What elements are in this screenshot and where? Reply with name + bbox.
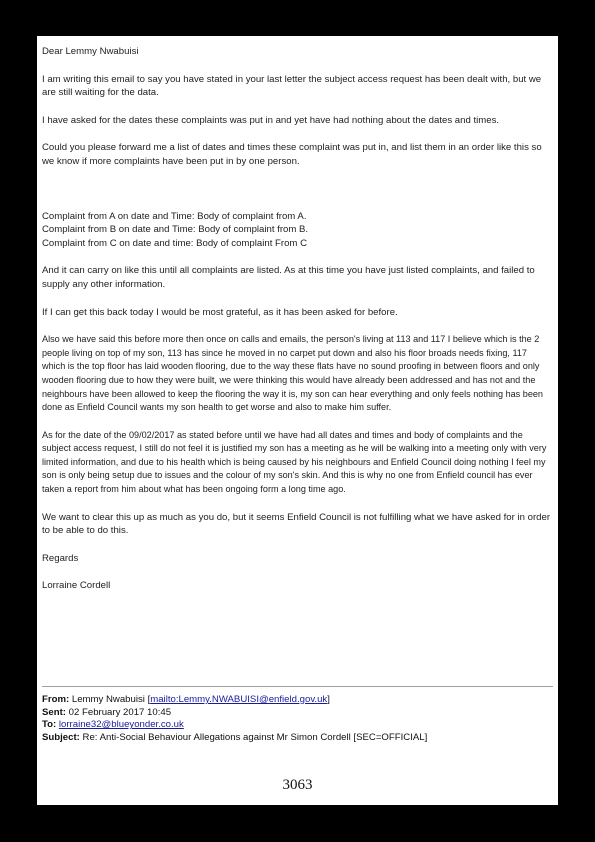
subject-line	[42, 732, 553, 745]
complaint-line: Complaint from A on date and Time: Body of complaint from A.	[42, 210, 307, 222]
from-close: ]	[327, 694, 330, 705]
paragraph-5: If I can get this back today I would be most grateful, as it has been asked for before.	[42, 306, 398, 318]
complaint-line: Complaint from C on date and time: Body of complaint From C	[42, 237, 308, 249]
paragraph-4: And it can carry on like this until all complaints are listed. As at this time you have just listed complaints, and failed to supply any other information.	[42, 265, 535, 290]
signature: Lorraine Cordell	[42, 580, 111, 592]
subject-value: Re: Anti-Social Behaviour Allegations against Mr Simon Cordell [SEC=OFFICIAL]	[82, 731, 428, 743]
paragraph-2: I have asked for the dates these complaints was put in and yet have had nothing about the dates and times.	[42, 114, 500, 126]
document-page	[37, 36, 558, 805]
page-number: 3063	[282, 777, 313, 793]
paragraph-3: Could you please forward me a list of dates and times these complaint was put in, and list them in an order like this so we know if more complaints have been put in by one person.	[42, 142, 542, 167]
from-line	[42, 694, 553, 707]
from-email-link[interactable]: mailto:Lemmy.NWABUISI@enfield.gov.uk	[150, 694, 328, 705]
from-name: Lemmy Nwabuisi [	[71, 694, 151, 705]
closing: Regards	[42, 552, 79, 564]
letter-body	[42, 45, 550, 607]
paragraph-6: Also we have said this before more then once on calls and emails, the person's living at 113 and 117 I believe which is the 2 people living on top of my son, 113 has since he moved in no carpet put down and also his floor broads needs fixing, 117 which is the top floor has laid wooden flooring, due to the way these flats have no sound proofing in between floors and only wooden flooring due to how they were built, we were thinking this would have already been addressed and has not and the neighbours have been allowed to keep the flooring the way it is, my son can hear everything and only feels nothing has been done as Enfield Council wants my son health to get worse and also to make him suffer.	[42, 334, 543, 413]
sent-line	[42, 707, 553, 720]
from-label: From:	[42, 694, 70, 705]
subject-label: Subject:	[42, 731, 80, 743]
paragraph-7: As for the date of the 09/02/2017 as stated before until we have had all dates and times and body of complaints and the subject access request, I still do not feel it is justified my son has a meeting as he will be walking into a meeting only with very limited information, and due to his health which is being caused by his neighbours and Enfield Council doing nothing I feel my son is only being setup due to issues and the colour of my son's skin. And this is why no one from Enfield council has ever taken a report from him about what has been ongoing form a long time ago.	[42, 429, 547, 495]
sent-value: 02 February 2017 10:45	[68, 706, 172, 718]
sent-label: Sent:	[42, 706, 66, 718]
email-header	[42, 694, 553, 744]
to-label: To:	[42, 719, 57, 731]
paragraph-1: I am writing this email to say you have stated in your last letter the subject access request has been dealt with, but we are still waiting for the data.	[42, 73, 542, 99]
to-email-link[interactable]: lorraine32@blueyonder.co.uk	[58, 719, 184, 731]
paragraph-8: We want to clear this up as much as you do, but it seems Enfield Council is not fulfilling what we have asked for in order to be able to do this.	[42, 511, 551, 537]
complaint-list	[42, 210, 550, 251]
spacer	[42, 183, 550, 210]
complaint-line: Complaint from B on date and Time: Body of complaint from B.	[42, 224, 309, 236]
to-line	[42, 719, 553, 732]
header-divider	[42, 686, 553, 687]
greeting: Dear Lemmy Nwabuisi	[42, 46, 139, 57]
